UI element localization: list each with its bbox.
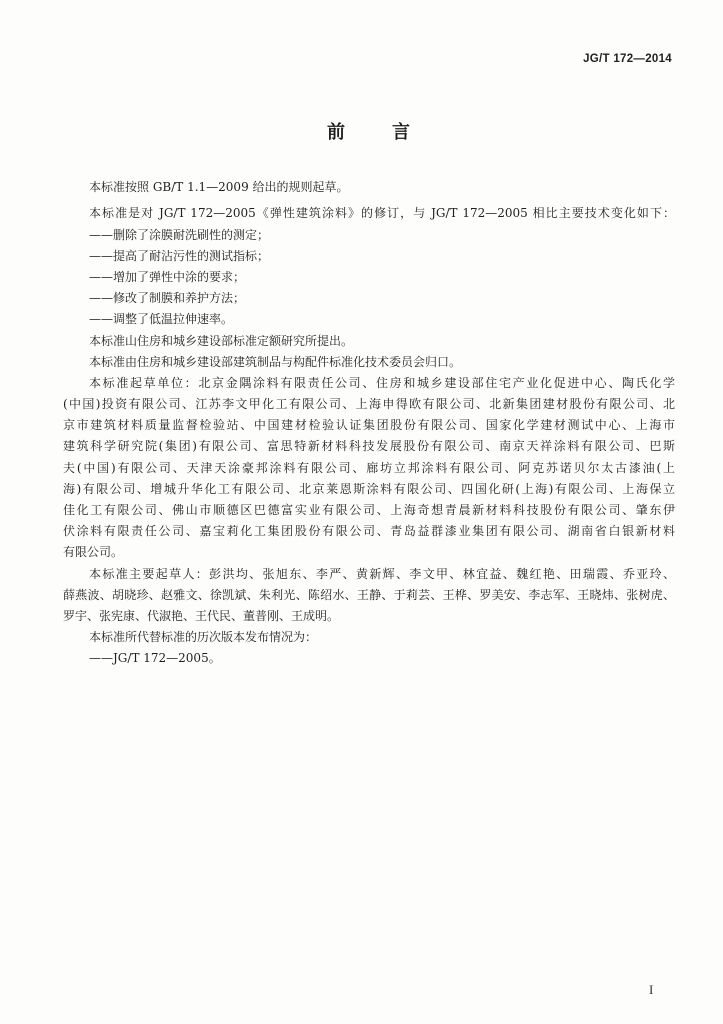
drafting-units-line: 建筑科学研究院(集团)有限公司、富思特新材料科技发展股份有限公司、南京天祥涂料有限公司、巴斯 bbox=[63, 439, 675, 454]
revision-intro-paragraph: 本标准是对 JG/T 172—2005《弹性建筑涂料》的修订，与 JG/T 172—2005 相比主要技术变化如下： bbox=[89, 206, 675, 221]
drafting-rule-paragraph: 本标准按照 GB/T 1.1—2009 给出的规则起草。 bbox=[89, 180, 349, 194]
centralized-by-paragraph: 本标准由住房和城乡建设部建筑制品与构配件标准化技术委员会归口。 bbox=[89, 354, 462, 369]
page-title: 前 言 bbox=[327, 122, 425, 143]
drafting-units-line: 本标准起草单位：北京金隅涂料有限责任公司、住房和城乡建设部住宅产业化促进中心、陶氏化学 bbox=[89, 375, 675, 390]
proposed-by-paragraph: 本标准山住房和城乡建设部标准定额研究所提出。 bbox=[89, 333, 354, 348]
change-item: ——调整了低温拉伸速率。 bbox=[89, 312, 234, 327]
drafting-units-line: 京市建筑材料质量监督检验站、中国建材检验认证集团股份有限公司、国家化学建材测试中心、上海市 bbox=[63, 418, 675, 433]
standard-code-header: JG/T 172—2014 bbox=[583, 53, 672, 65]
drafters-line: 薛燕波、胡晓珍、赵雅文、徐凯斌、朱利光、陈绍水、王静、于莉芸、王桦、罗美安、李志军、王晓炜、张树虎、 bbox=[63, 587, 675, 602]
previous-editions-paragraph: 本标准所代替标准的历次版本发布情况为： bbox=[89, 630, 318, 645]
change-item: ——修改了制膜和养护方法； bbox=[89, 291, 246, 306]
change-item: ——增加了弹性中涂的要求； bbox=[89, 269, 246, 284]
drafters-paragraph bbox=[63, 564, 675, 628]
drafting-units-line: 佳化工有限公司、佛山市顺德区巴德富实业有限公司、上海奇想青晨新材料科技股份有限公司、肇东伊 bbox=[63, 503, 675, 517]
drafting-units-line: 夫(中国)有限公司、天津天涂豪邦涂料有限公司、廊坊立邦涂料有限公司、阿克苏诺贝尔太古漆油(上 bbox=[63, 460, 675, 475]
change-item: ——提高了耐沾污性的测试指标； bbox=[89, 248, 270, 263]
change-item: ——删除了涂膜耐洗刷性的测定； bbox=[89, 227, 270, 242]
drafting-units-line: 有限公司。 bbox=[63, 545, 124, 560]
drafting-units-line: 伏涂料有限责任公司、嘉宝莉化工集团股份有限公司、青岛益群漆业集团有限公司、湖南省白银新材料 bbox=[63, 524, 675, 539]
drafting-units-paragraph bbox=[63, 373, 675, 564]
foreword-body bbox=[63, 177, 675, 670]
drafters-line: 罗宇、张宪康、代淑艳、王代民、董普刚、王成明。 bbox=[63, 608, 340, 623]
drafting-units-line: 海)有限公司、增城升华化工有限公司、北京莱恩斯涂料有限公司、四国化研(上海)有限公司、上海保立 bbox=[63, 481, 675, 496]
drafting-units-line: (中国)投资有限公司、江苏李文甲化工有限公司、上海申得欧有限公司、北新集团建材股份有限公司、北 bbox=[63, 397, 675, 412]
page-number: I bbox=[649, 982, 654, 997]
previous-edition-item: ——JG/T 172—2005。 bbox=[89, 651, 221, 666]
drafters-line: 本标准主要起草人：彭洪均、张旭东、李严、黄新辉、李文甲、林宜益、魏红艳、田瑞霞、乔亚玲、 bbox=[89, 566, 675, 581]
